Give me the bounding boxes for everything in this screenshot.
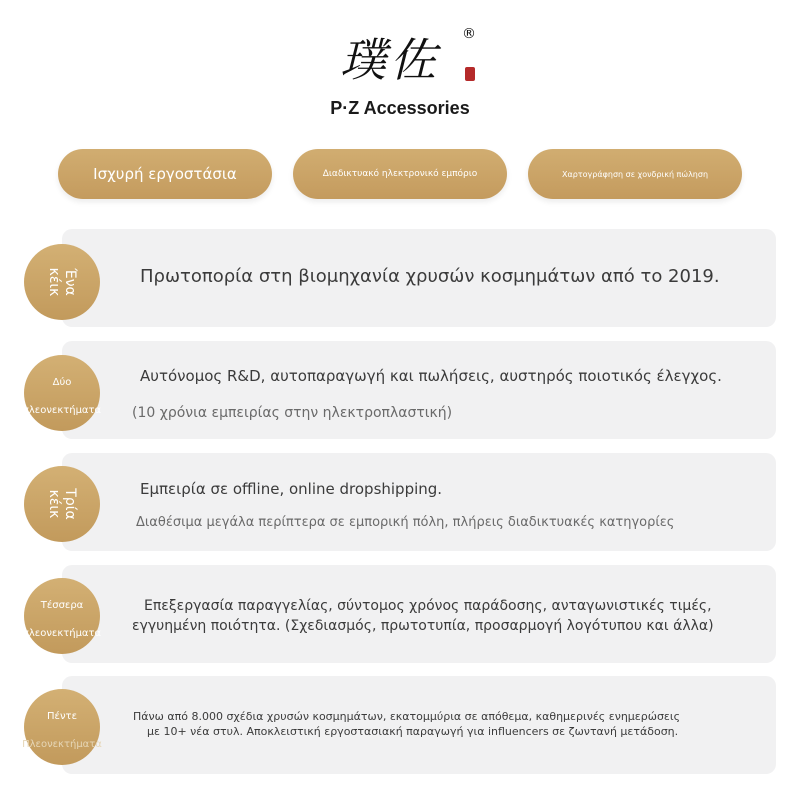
advantage-badge-1 (24, 244, 100, 320)
tab-label: Χαρτογράφηση σε χονδρική πώληση (561, 169, 709, 179)
advantage-card-3 (62, 453, 776, 551)
badge-caption: Πλεονεκτήματα (22, 739, 102, 750)
tab-strong-factory[interactable] (58, 149, 272, 199)
brand-logo (0, 14, 800, 124)
advantage-main-text-5b: με 10+ νέα στυλ. Αποκλειστική εργοστασιακή παραγωγή για influencers σε ζωντανή μετάδοση. (147, 725, 679, 738)
brand-name: P·Z Accessories (330, 98, 470, 118)
badge-number: Δύο (52, 377, 72, 388)
tab-label: Διαδικτυακό ηλεκτρονικό εμπόριο (322, 169, 478, 179)
badge-line: κέικ (46, 489, 62, 519)
advantage-badge-2 (24, 355, 100, 431)
badge-caption: πλεονεκτήματα (22, 405, 102, 416)
advantage-main-text-4b: εγγυημένη ποιότητα. (Σχεδιασμός, πρωτοτυπία, προσαρμογή λογότυπου και άλλα) (132, 618, 714, 634)
tab-wholesale-mapping[interactable] (528, 149, 742, 199)
advantage-sub-text-2: (10 χρόνια εμπειρίας στην ηλεκτροπλαστική) (132, 405, 453, 421)
advantage-badge-3 (24, 466, 100, 542)
badge-number: Τέσσερα (40, 600, 84, 611)
advantage-card-4 (62, 565, 776, 663)
registered-mark: ® (462, 26, 476, 42)
advantage-main-text-2: Αυτόνομος R&D, αυτοπαραγωγή και πωλήσεις, αυστηρός ποιοτικός έλεγχος. (140, 367, 722, 385)
advantage-main-text-3: Εμπειρία σε offline, online dropshipping. (140, 480, 443, 498)
advantage-sub-text-3: Διαθέσιμα μεγάλα περίπτερα σε εμπορική πόλη, πλήρεις διαδικτυακές κατηγορίες (136, 515, 675, 530)
advantage-card-2 (62, 341, 776, 439)
badge-line: Τρία (62, 488, 78, 520)
tab-label: Ισχυρή εργοστάσια (93, 165, 237, 183)
advantage-badge-4 (24, 578, 100, 654)
advantage-main-text-4a: Επεξεργασία παραγγελίας, σύντομος χρόνος παράδοσης, ανταγωνιστικές τιμές, (144, 598, 712, 614)
seal-icon (465, 67, 475, 81)
advantage-main-text-5a: Πάνω από 8.000 σχέδια χρυσών κοσμημάτων, εκατομμύρια σε απόθεμα, καθημερινές ενημερώσεις (133, 710, 681, 723)
badge-line: Ένα (62, 268, 78, 296)
badge-line: κέικ (46, 267, 62, 297)
advantage-badge-5 (24, 689, 100, 765)
advantage-main-text-1: Πρωτοπορία στη βιομηχανία χρυσών κοσμημάτων από το 2019. (140, 266, 720, 287)
badge-number: Πέντε (47, 711, 77, 722)
logo-mark: 璞佐 (340, 33, 440, 87)
tab-online-ecommerce[interactable] (293, 149, 507, 199)
badge-caption: πλεονεκτήματα (22, 628, 102, 639)
